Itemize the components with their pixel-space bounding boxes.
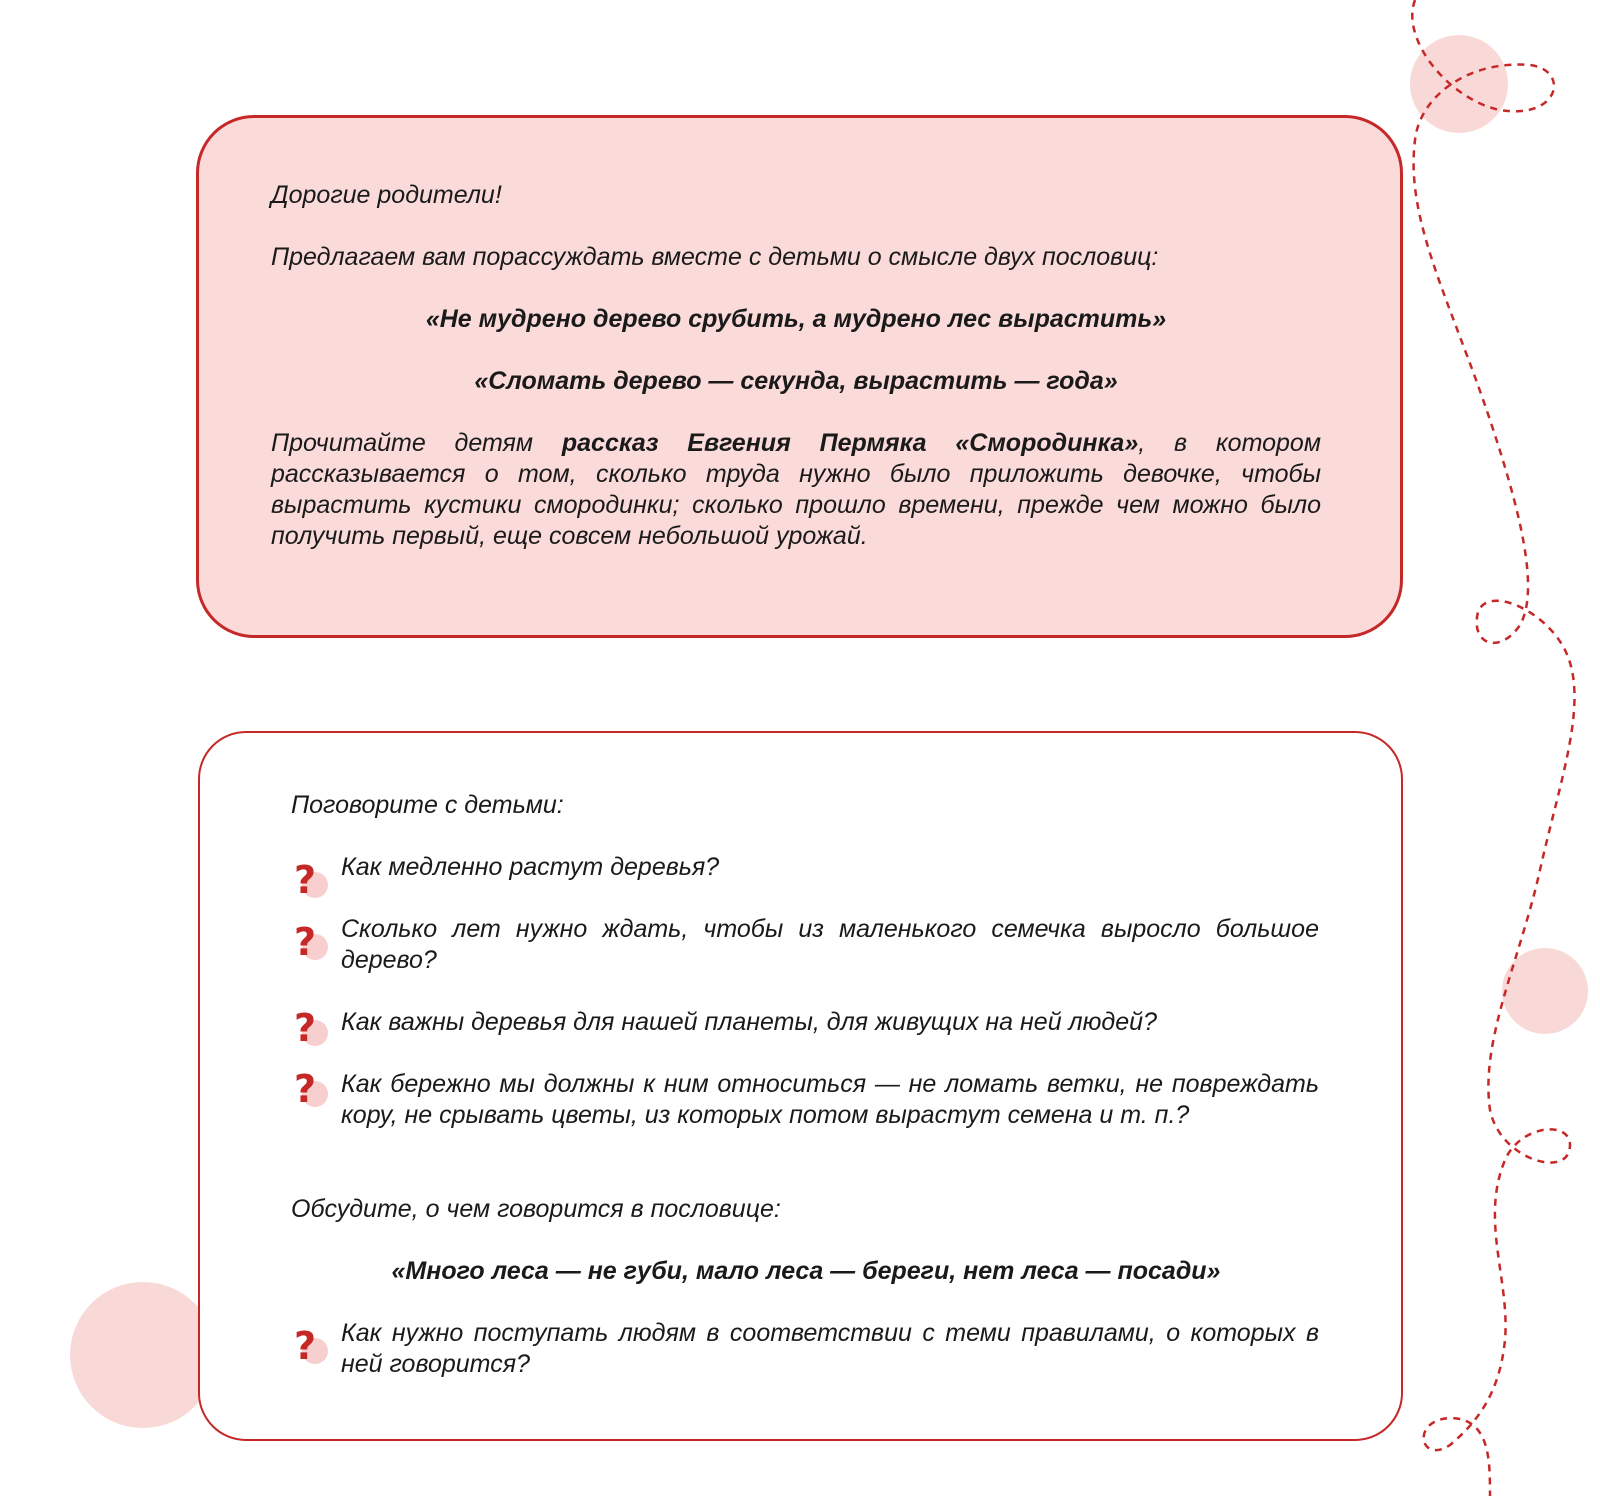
story-paragraph xyxy=(271,428,1321,552)
story-title: рассказ Евгения Пермяка «Смородинка» xyxy=(561,429,1139,457)
question-item: Сколько лет нужно ждать, чтобы из маленького семечка выросло большое дерево? xyxy=(341,915,1319,974)
proverb-1: «Не мудрено дерево срубить, а мудрено лес вырастить» xyxy=(425,305,1167,333)
question-mark-icon: ? xyxy=(294,1010,326,1050)
talk-heading: Поговорите с детьми: xyxy=(291,791,564,819)
story-text-after: , в котором рассказывается о том, сколько труда нужно было приложить девочке, чтобы вырастить кустики смородинки; сколько прошло времени, прежде чем можно было получить первый, еще совсем небольшой урожай. xyxy=(271,429,1321,550)
final-question: Как нужно поступать людям в соответствии с теми правилами, о которых в ней говорится? xyxy=(341,1319,1319,1378)
question-mark-icon: ? xyxy=(294,862,326,902)
greeting: Дорогие родители! xyxy=(271,181,502,209)
question-mark-icon: ? xyxy=(294,1328,326,1368)
story-text-before: Прочитайте детям xyxy=(271,429,562,457)
proverb-3: «Много леса — не губи, мало леса — береги, нет леса — посади» xyxy=(391,1257,1221,1285)
proverb-2: «Сломать дерево — секунда, вырастить — года» xyxy=(474,367,1118,395)
question-item: Как медленно растут деревья? xyxy=(341,853,720,881)
question-mark-icon: ? xyxy=(294,924,326,964)
question-item: Как важны деревья для нашей планеты, для живущих на ней людей? xyxy=(341,1008,1157,1036)
question-mark-icon: ? xyxy=(294,1071,326,1111)
discuss-heading: Обсудите, о чем говорится в пословице: xyxy=(291,1195,781,1223)
intro-lead: Предлагаем вам порассуждать вместе с детьми о смысле двух пословиц: xyxy=(271,243,1159,271)
question-item: Как бережно мы должны к ним относиться — не ломать ветки, не повреждать кору, не срывать цветы, из которых потом вырастут семена и т. п.? xyxy=(341,1070,1319,1129)
